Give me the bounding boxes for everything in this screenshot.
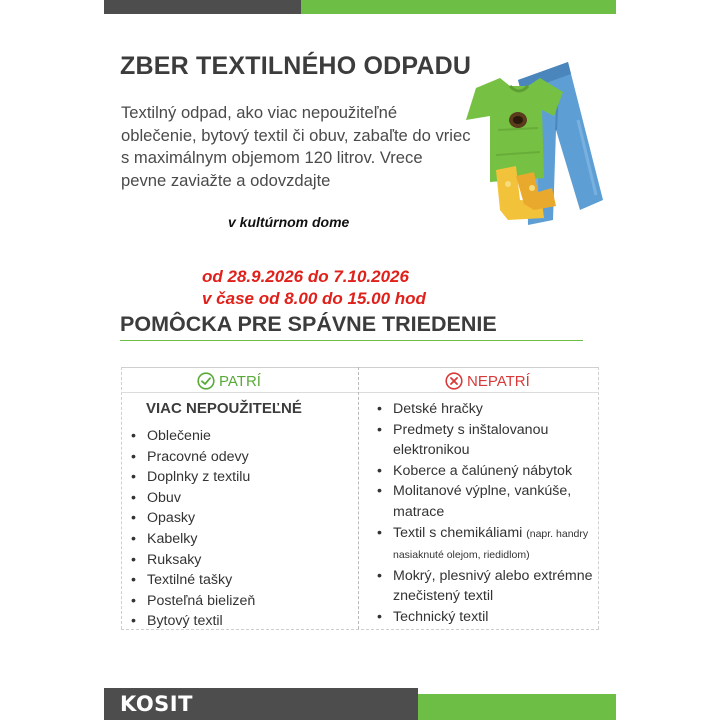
list-item: • Obuv bbox=[131, 488, 255, 509]
list-item-text: Detské hračky bbox=[393, 401, 483, 417]
location-text: v kultúrnom dome bbox=[228, 214, 350, 230]
allowed-items-list bbox=[131, 426, 255, 632]
cross-circle-icon bbox=[445, 372, 463, 390]
top-bar-dark bbox=[104, 0, 301, 14]
list-item: • Oblečenie bbox=[131, 426, 255, 447]
list-item-note: (napr. handry nasiaknuté olejom, riedidlom) bbox=[393, 527, 589, 562]
list-item bbox=[377, 420, 601, 461]
list-item-text: Koberce a čalúnený nábytok bbox=[393, 462, 573, 479]
column-header-yes bbox=[197, 371, 261, 391]
check-circle-icon bbox=[197, 372, 215, 390]
list-item bbox=[377, 461, 601, 482]
list-item: • Ruksaky bbox=[131, 550, 255, 571]
list-item: • Opasky bbox=[131, 508, 255, 529]
yes-subheader: VIAC NEPOUŽITEĽNÉ bbox=[146, 400, 302, 417]
list-item: • Doplnky z textilu bbox=[131, 467, 255, 488]
column-header-no bbox=[445, 371, 530, 391]
footer-bar-green bbox=[418, 694, 616, 720]
clothes-illustration bbox=[458, 60, 608, 230]
list-item: • Pracovné odevy bbox=[131, 447, 255, 468]
title-underline bbox=[120, 340, 583, 341]
list-item: • Textilné tašky bbox=[131, 570, 255, 591]
list-item: • Posteľná bielizeň bbox=[131, 591, 255, 612]
list-item bbox=[377, 523, 601, 566]
date-range: od 28.9.2026 do 7.10.2026 bbox=[202, 267, 409, 286]
table-border-left bbox=[121, 367, 122, 629]
list-item bbox=[377, 566, 601, 607]
forbidden-items-list bbox=[377, 399, 601, 628]
list-item: • Bytový textil bbox=[131, 611, 255, 632]
table-border-top bbox=[121, 367, 599, 368]
sorting-table bbox=[121, 367, 599, 629]
collection-dates bbox=[202, 266, 426, 310]
list-item-text: Predmety s inštalovanou elektronikou bbox=[393, 421, 549, 459]
table-header-divider bbox=[121, 392, 599, 393]
list-item: • Kabelky bbox=[131, 529, 255, 550]
list-item-text: Mokrý, plesnivý alebo extrémne znečistený textil bbox=[393, 567, 593, 605]
list-item-text: Textil s chemikáliami bbox=[393, 524, 523, 541]
column-header-no-label: NEPATRÍ bbox=[467, 372, 530, 390]
list-item-text: Molitanové výplne, vankúše, matrace bbox=[393, 483, 572, 520]
top-bar-green bbox=[301, 0, 616, 14]
list-item bbox=[377, 399, 601, 420]
list-item-text: Technický textil bbox=[393, 608, 489, 625]
list-item bbox=[377, 607, 601, 628]
kosit-logo: KOSIT bbox=[120, 692, 193, 716]
list-item bbox=[377, 481, 601, 522]
page-title: ZBER TEXTILNÉHO ODPADU bbox=[120, 52, 472, 80]
column-header-yes-label: PATRÍ bbox=[219, 372, 261, 390]
section-title: POMÔCKA PRE SPÁVNE TRIEDENIE bbox=[120, 312, 497, 336]
time-range: v čase od 8.00 do 15.00 hod bbox=[202, 289, 426, 308]
intro-text: Textilný odpad, ako viac nepoužiteľné oblečenie, bytový textil či obuv, zabaľte do vriec s maximálnym objemom 120 litrov. Vrece pevne zaviažte a odovzdajte bbox=[121, 103, 471, 190]
column-divider bbox=[358, 367, 359, 629]
